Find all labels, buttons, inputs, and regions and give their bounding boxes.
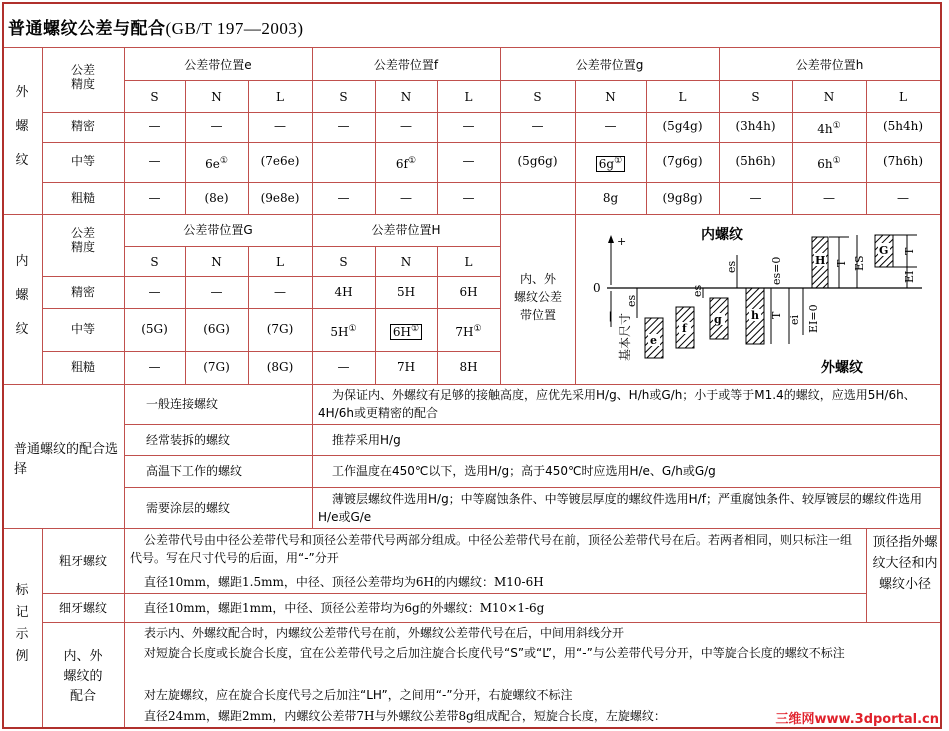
position-h-header: 公差带位置h xyxy=(795,58,864,72)
zone-e-label: e xyxy=(650,334,657,347)
table-cell: 6g① xyxy=(575,154,646,171)
rule xyxy=(575,214,576,384)
table-cell: 6h① xyxy=(817,156,841,171)
rule xyxy=(42,622,940,623)
rule xyxy=(866,528,867,622)
title-main: 普通螺纹公差与配合 xyxy=(8,19,166,39)
coarse-thread-text: 公差带代号由中径公差带代号和顶径公差带代号两部分组成。中径公差带代号在前，顶径公差带代号在后。若两者相同，则只标注一组代号。写在尺寸代号的后面，用“-”分开 xyxy=(130,533,853,565)
table-cell: 7H① xyxy=(455,324,482,339)
position-e-header: 公差带位置e xyxy=(184,58,252,72)
rule xyxy=(124,528,125,727)
table-cell: 4H xyxy=(334,285,353,299)
sub-header: S xyxy=(751,90,760,104)
table-cell: (7e6e) xyxy=(260,154,300,168)
rule xyxy=(4,528,940,529)
position-G-header: 公差带位置G xyxy=(183,223,253,237)
rule xyxy=(124,487,940,488)
rule xyxy=(124,384,125,528)
rule xyxy=(42,112,940,113)
table-cell: 6e① xyxy=(205,156,228,171)
fine-thread-label: 细牙螺纹 xyxy=(58,601,107,615)
table-cell: — xyxy=(462,154,475,168)
sub-header: L xyxy=(276,255,284,269)
table-cell: (5h4h) xyxy=(882,119,924,133)
table-cell: (5g6g) xyxy=(517,154,558,168)
table-cell: 4h① xyxy=(817,121,841,136)
sub-header: S xyxy=(339,255,348,269)
sub-header: L xyxy=(464,255,473,269)
minus-sign: — xyxy=(604,311,617,322)
es-label: es xyxy=(725,260,738,273)
zone-H-label: H xyxy=(815,254,826,267)
table-cell: — xyxy=(148,119,161,133)
fit-case-label: 高温下工作的螺纹 xyxy=(146,464,243,478)
fit-description: 推荐采用H/g xyxy=(332,432,401,447)
table-cell: — xyxy=(400,119,412,133)
table-cell: — xyxy=(462,119,475,133)
table-cell: — xyxy=(749,191,762,205)
table-cell: — xyxy=(337,119,350,133)
fit-marking-line-2: 对短旋合长度或长旋合长度，宜在公差带代号之后加注旋合长度代号“S”或“L”，用“-”与公差带代号分开，中等旋合长度的螺纹不标注 xyxy=(144,646,845,660)
internal-grade-header: 公差 精度 xyxy=(70,226,95,254)
table-cell: 8H xyxy=(459,360,478,374)
table-cell: — xyxy=(148,360,161,374)
rule xyxy=(42,182,940,183)
ei-label: ei xyxy=(788,314,801,325)
ES-label: ES xyxy=(853,255,866,271)
table-cell: — xyxy=(274,119,286,133)
fit-case-label: 经常装拆的螺纹 xyxy=(146,432,231,447)
fit-case-label: 一般连接螺纹 xyxy=(146,397,219,411)
table-cell: — xyxy=(823,191,835,205)
zone-g-label: g xyxy=(714,313,722,326)
table-cell: (8G) xyxy=(266,360,294,374)
table-cell: (7g6g) xyxy=(662,154,703,168)
position-H-header: 公差带位置H xyxy=(371,223,441,237)
basic-size-label: 基本尺寸 xyxy=(618,312,632,361)
sub-header: L xyxy=(276,90,284,104)
table-cell: (7h6h) xyxy=(882,154,924,168)
table-cell: — xyxy=(210,119,223,133)
rule xyxy=(4,47,940,48)
zone-f-label: f xyxy=(682,322,687,335)
sub-header: S xyxy=(339,90,348,104)
external-grade-header: 公差 精度 xyxy=(70,63,95,91)
rule xyxy=(42,308,500,309)
internal-thread-label: 内螺纹 xyxy=(701,227,743,243)
table-cell: 7H xyxy=(396,360,416,374)
table-cell: — xyxy=(337,360,350,374)
table-cell: (5h6h) xyxy=(735,154,776,168)
table-cell: — xyxy=(148,154,161,168)
table-cell: (5g4g) xyxy=(662,119,703,133)
grade-label: 粗糙 xyxy=(70,191,95,205)
table-cell: — xyxy=(210,285,223,299)
rule xyxy=(42,142,940,143)
table-cell: 6H xyxy=(459,285,478,299)
table-cell: — xyxy=(337,191,350,205)
table-cell: (9g8g) xyxy=(662,191,703,205)
sub-header: S xyxy=(533,90,542,104)
EI-label: EI xyxy=(903,270,916,283)
grade-label: 精密 xyxy=(70,119,95,133)
sub-header: N xyxy=(211,255,222,269)
table-cell: 5H xyxy=(396,285,416,299)
internal-side-label: 内 螺 纹 xyxy=(15,254,29,337)
sub-header: N xyxy=(823,90,835,104)
plus-sign: + xyxy=(617,235,627,248)
table-cell: (7G) xyxy=(266,322,294,336)
position-g-header: 公差带位置g xyxy=(575,58,644,72)
position-f-header: 公差带位置f xyxy=(373,58,439,72)
table-cell: — xyxy=(274,285,286,299)
tolerance-zone-diagram xyxy=(577,215,939,383)
grade-label: 粗糙 xyxy=(70,360,95,374)
table-cell: — xyxy=(897,191,909,205)
zone-h-label: h xyxy=(751,309,759,322)
table-cell: — xyxy=(148,191,161,205)
fit-selection-label: 普通螺纹的配合选择 xyxy=(14,442,119,477)
fit-marking-line-3: 对左旋螺纹，应在旋合长度代号之后加注“LH”，之间用“-”分开，右旋螺纹不标注 xyxy=(144,688,573,702)
rule xyxy=(312,384,313,528)
T-label-G: T xyxy=(903,247,916,255)
table-cell: (5G) xyxy=(141,322,168,336)
watermark: 三维网www.3dportal.cn xyxy=(775,712,939,727)
external-side-label: 外 螺 纹 xyxy=(15,85,29,168)
sub-header: L xyxy=(678,90,687,104)
EI-zero-label: EI=0 xyxy=(807,304,820,333)
rule xyxy=(124,424,940,425)
table-cell: (6G) xyxy=(203,322,230,336)
es-label-g: es xyxy=(691,284,704,297)
table-cell: 5H① xyxy=(330,324,357,339)
table-cell: (3h4h) xyxy=(735,119,776,133)
sub-header: N xyxy=(211,90,222,104)
rule xyxy=(312,214,313,384)
rule xyxy=(124,80,940,81)
fine-thread-example: 直径10mm，螺距1mm，中径、顶径公差带均为6g的外螺纹：M10×1-6g xyxy=(144,601,545,615)
sub-header: N xyxy=(400,255,412,269)
external-thread-label: 外螺纹 xyxy=(821,360,863,376)
table-cell: 8g xyxy=(602,191,619,205)
fit-description: 工作温度在450℃以下，选用H/g；高于450℃时应选用H/e、G/h或G/g xyxy=(332,464,716,478)
zone-G-label: G xyxy=(879,244,889,257)
crest-diameter-note: 顶径指外螺纹大径和内螺纹小径 xyxy=(872,535,938,592)
sub-header: N xyxy=(400,90,412,104)
grade-label: 中等 xyxy=(70,154,95,168)
rule xyxy=(4,384,940,385)
fit-case-label: 需要涂层的螺纹 xyxy=(146,500,231,515)
table-cell: 6H① xyxy=(375,322,437,339)
rule xyxy=(42,351,500,352)
grade-label: 中等 xyxy=(70,322,95,336)
table-cell: — xyxy=(400,191,412,205)
table-cell: — xyxy=(148,285,161,299)
sub-header: L xyxy=(464,90,473,104)
table-cell: (9e8e) xyxy=(260,191,300,205)
fit-description: 薄镀层螺纹件选用H/g；中等腐蚀条件、中等镀层厚度的螺纹件选用H/f；严重腐蚀条件、较厚镀层的螺纹件选用H/e或G/e xyxy=(318,491,922,524)
coarse-thread-label: 粗牙螺纹 xyxy=(58,554,107,568)
fit-marking-label: 内、外 螺纹的 配合 xyxy=(63,649,103,704)
grade-label: 精密 xyxy=(70,285,95,299)
rule xyxy=(42,276,500,277)
sub-header: N xyxy=(605,90,616,104)
es-label-e: es xyxy=(625,294,638,307)
marking-side-label: 标 记 示 例 xyxy=(15,583,29,664)
table-cell: (8e) xyxy=(204,191,229,205)
table-cell: — xyxy=(462,191,475,205)
T-label-H: T xyxy=(835,259,848,267)
fit-marking-line-4: 直径24mm，螺距2mm，内螺纹公差带7H与外螺纹公差带8g组成配合，短旋合长度，左旋螺纹： xyxy=(144,709,666,723)
sub-header: S xyxy=(150,90,159,104)
fit-marking-line-1: 表示内、外螺纹配合时，内螺纹公差带代号在前，外螺纹公差带代号在后，中间用斜线分开 xyxy=(144,626,625,640)
table-cell: — xyxy=(531,119,544,133)
T-label-h: T xyxy=(770,311,783,319)
table-cell: (7G) xyxy=(203,360,230,374)
sub-header: L xyxy=(899,90,907,104)
fit-description: 为保证内、外螺纹有足够的接触高度，应优先采用H/g、H/h或G/h；小于或等于M1.4的螺纹，应选用5H/6h、4H/6h或更精密的配合 xyxy=(318,388,916,420)
coarse-thread-example: 直径10mm，螺距1.5mm，中径、顶径公差带均为6H的内螺纹：M10-6H xyxy=(144,575,544,589)
table-cell: — xyxy=(604,119,617,133)
zero-label: 0 xyxy=(593,281,601,295)
rule xyxy=(42,593,866,594)
title-standard: (GB/T 197—2003) xyxy=(165,19,304,38)
page-title xyxy=(8,14,304,39)
es-zero-label: es=0 xyxy=(770,256,783,285)
sub-header: S xyxy=(150,255,159,269)
rule xyxy=(124,455,940,456)
table-cell: 6f① xyxy=(395,156,417,171)
diagram-caption: 内、外 螺纹公差 带位置 xyxy=(513,272,562,322)
